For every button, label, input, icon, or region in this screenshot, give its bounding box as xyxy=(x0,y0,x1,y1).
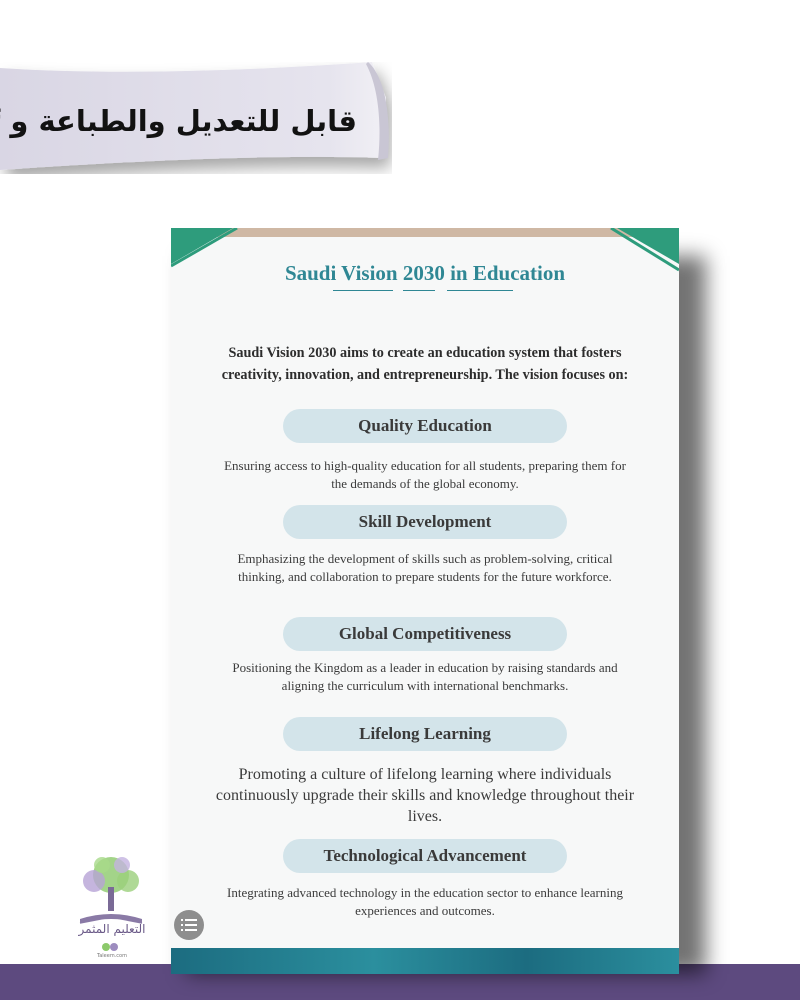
section-heading: Skill Development xyxy=(283,505,567,539)
banner-text: قابل للتعديل والطباعة و xyxy=(10,104,357,138)
title-underline xyxy=(403,290,435,291)
section-description: Positioning the Kingdom as a leader in education by raising standards and aligning the curriculum with international benchmarks. xyxy=(232,660,618,693)
section-description: Ensuring access to high-quality education for all students, preparing them for the demands of the global economy. xyxy=(224,458,626,491)
bottom-accent-bar xyxy=(171,948,679,974)
logo-site: Taleem.com xyxy=(97,953,127,959)
section-description: Integrating advanced technology in the education sector to enhance learning experiences and outcomes. xyxy=(227,885,623,918)
logo-name: التعليم المثمر xyxy=(78,922,146,936)
section-heading: Technological Advancement xyxy=(283,839,567,873)
list-icon xyxy=(181,918,197,932)
section-description: Emphasizing the development of skills such as problem-solving, critical thinking, and collaboration to prepare students for the future workforce. xyxy=(237,551,613,584)
section-heading: Quality Education xyxy=(283,409,567,443)
intro-paragraph: Saudi Vision 2030 aims to create an education system that fosters creativity, innovation, and entrepreneurship. The vision focuses on: xyxy=(221,345,629,383)
section-heading: Global Competitiveness xyxy=(283,617,567,651)
section-description: Promoting a culture of lifelong learning where individuals continuously upgrade their skills and knowledge throughout their lives. xyxy=(215,766,635,825)
list-button[interactable] xyxy=(174,910,204,940)
tree-book-icon xyxy=(72,853,150,963)
title-underline xyxy=(333,290,393,291)
title-underline xyxy=(447,290,513,291)
document-page xyxy=(171,228,679,974)
section-heading: Lifelong Learning xyxy=(283,717,567,751)
document-title: Saudi Vision 2030 in Education xyxy=(284,261,566,285)
